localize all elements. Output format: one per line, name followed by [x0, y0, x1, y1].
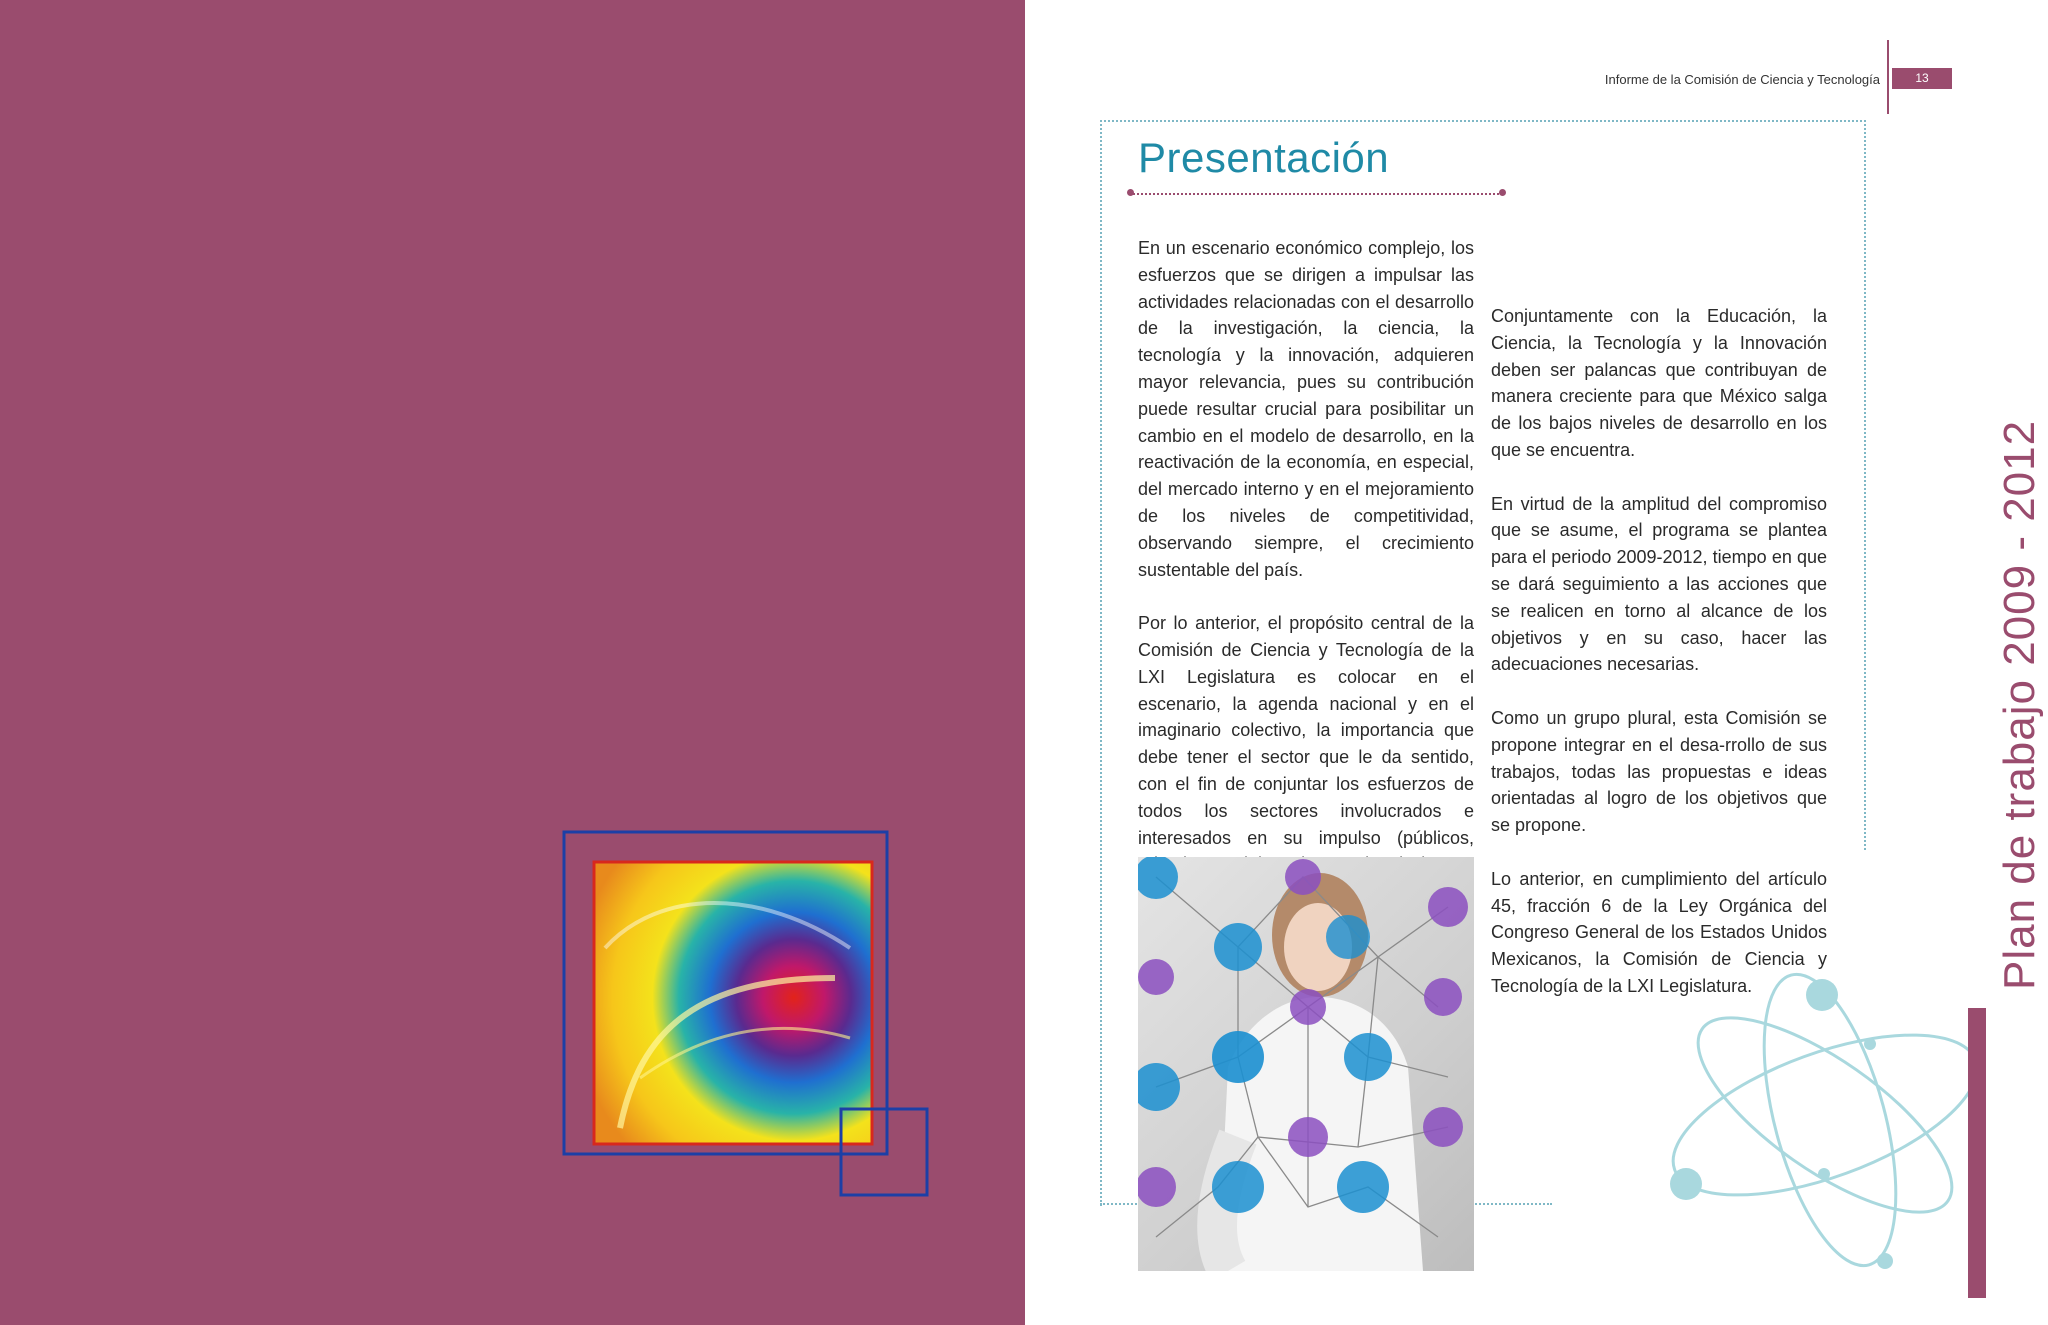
running-header: Informe de la Comisión de Ciencia y Tecnología	[1604, 72, 1880, 87]
text-column-left	[1138, 235, 1474, 905]
abstract-art-image	[560, 828, 940, 1208]
text-column-right	[1491, 303, 1827, 1027]
page-number: 13	[1892, 68, 1952, 89]
section-title: Presentación	[1138, 134, 1390, 181]
photo-illustration	[1138, 857, 1474, 1271]
side-title: Plan de trabajo 2009 - 2012	[1995, 419, 2044, 990]
paragraph: Lo anterior, en cumplimiento del artículo 45, fracción 6 de la Ley Orgánica del Congreso General de los Estados Unidos Mexicanos, la Comisión de Ciencia y Tecnología de la LXI Legislatura.	[1491, 868, 1827, 996]
title-underline	[1130, 193, 1502, 195]
header-divider	[1887, 40, 1889, 114]
girl-molecule-photo	[1138, 857, 1474, 1271]
atom-icon	[1660, 970, 1990, 1280]
title-underline-dot	[1127, 189, 1134, 196]
side-title-bar	[1968, 1008, 1986, 1298]
atom-electrons	[1670, 979, 1981, 1269]
atom-orbits	[1660, 970, 1990, 1279]
paragraph: En virtud de la amplitud del compromiso que se asume, el programa se plantea para el periodo 2009-2012, tiempo en que se dará seguimiento a las acciones que se realicen en torno al alcance de los objetivos y en su caso, hacer las adecuaciones necesarias.	[1491, 493, 1827, 675]
paragraph: Conjuntamente con la Educación, la Ciencia, la Tecnología y la Innovación deben ser palancas que contribuyan de manera creciente para que México salga de los bajos niveles de desarrollo en los que se encuentra.	[1491, 306, 1827, 460]
paragraph: Por lo anterior, el propósito central de la Comisión de Ciencia y Tecnología de la LXI Legislatura es colocar en el escenario, la agenda nacional y en el imaginario colectivo, la importancia que debe tener el sector que le da sentido, con el fin de conjuntar los esfuerzos de todos los sectores involucrados e interesados en su impulso (públicos,	[1138, 613, 1474, 848]
paragraph: Como un grupo plural, esta Comisión se propone integrar en el desa-rrollo de sus trabajos, todas las propuestas e ideas orientadas al logro de los objetivos que se propone.	[1491, 707, 1827, 836]
dotted-frame-right	[1864, 120, 1866, 850]
title-underline-dot	[1499, 189, 1506, 196]
paragraph: En un escenario económico complejo, los esfuerzos que se dirigen a impulsar las actividades relacionadas con el desarrollo de la investigación, la ciencia, la tecnología y la innovación, adquieren mayor relevancia, pues su contribución puede resultar crucial para posibilitar un cambio en el modelo de desarrollo, en la reactivación de la economía, en especial, del mercado interno y en el mejoramiento de los niveles de competitividad, observando siempre, el crecimiento sustentable del país.	[1138, 238, 1474, 580]
